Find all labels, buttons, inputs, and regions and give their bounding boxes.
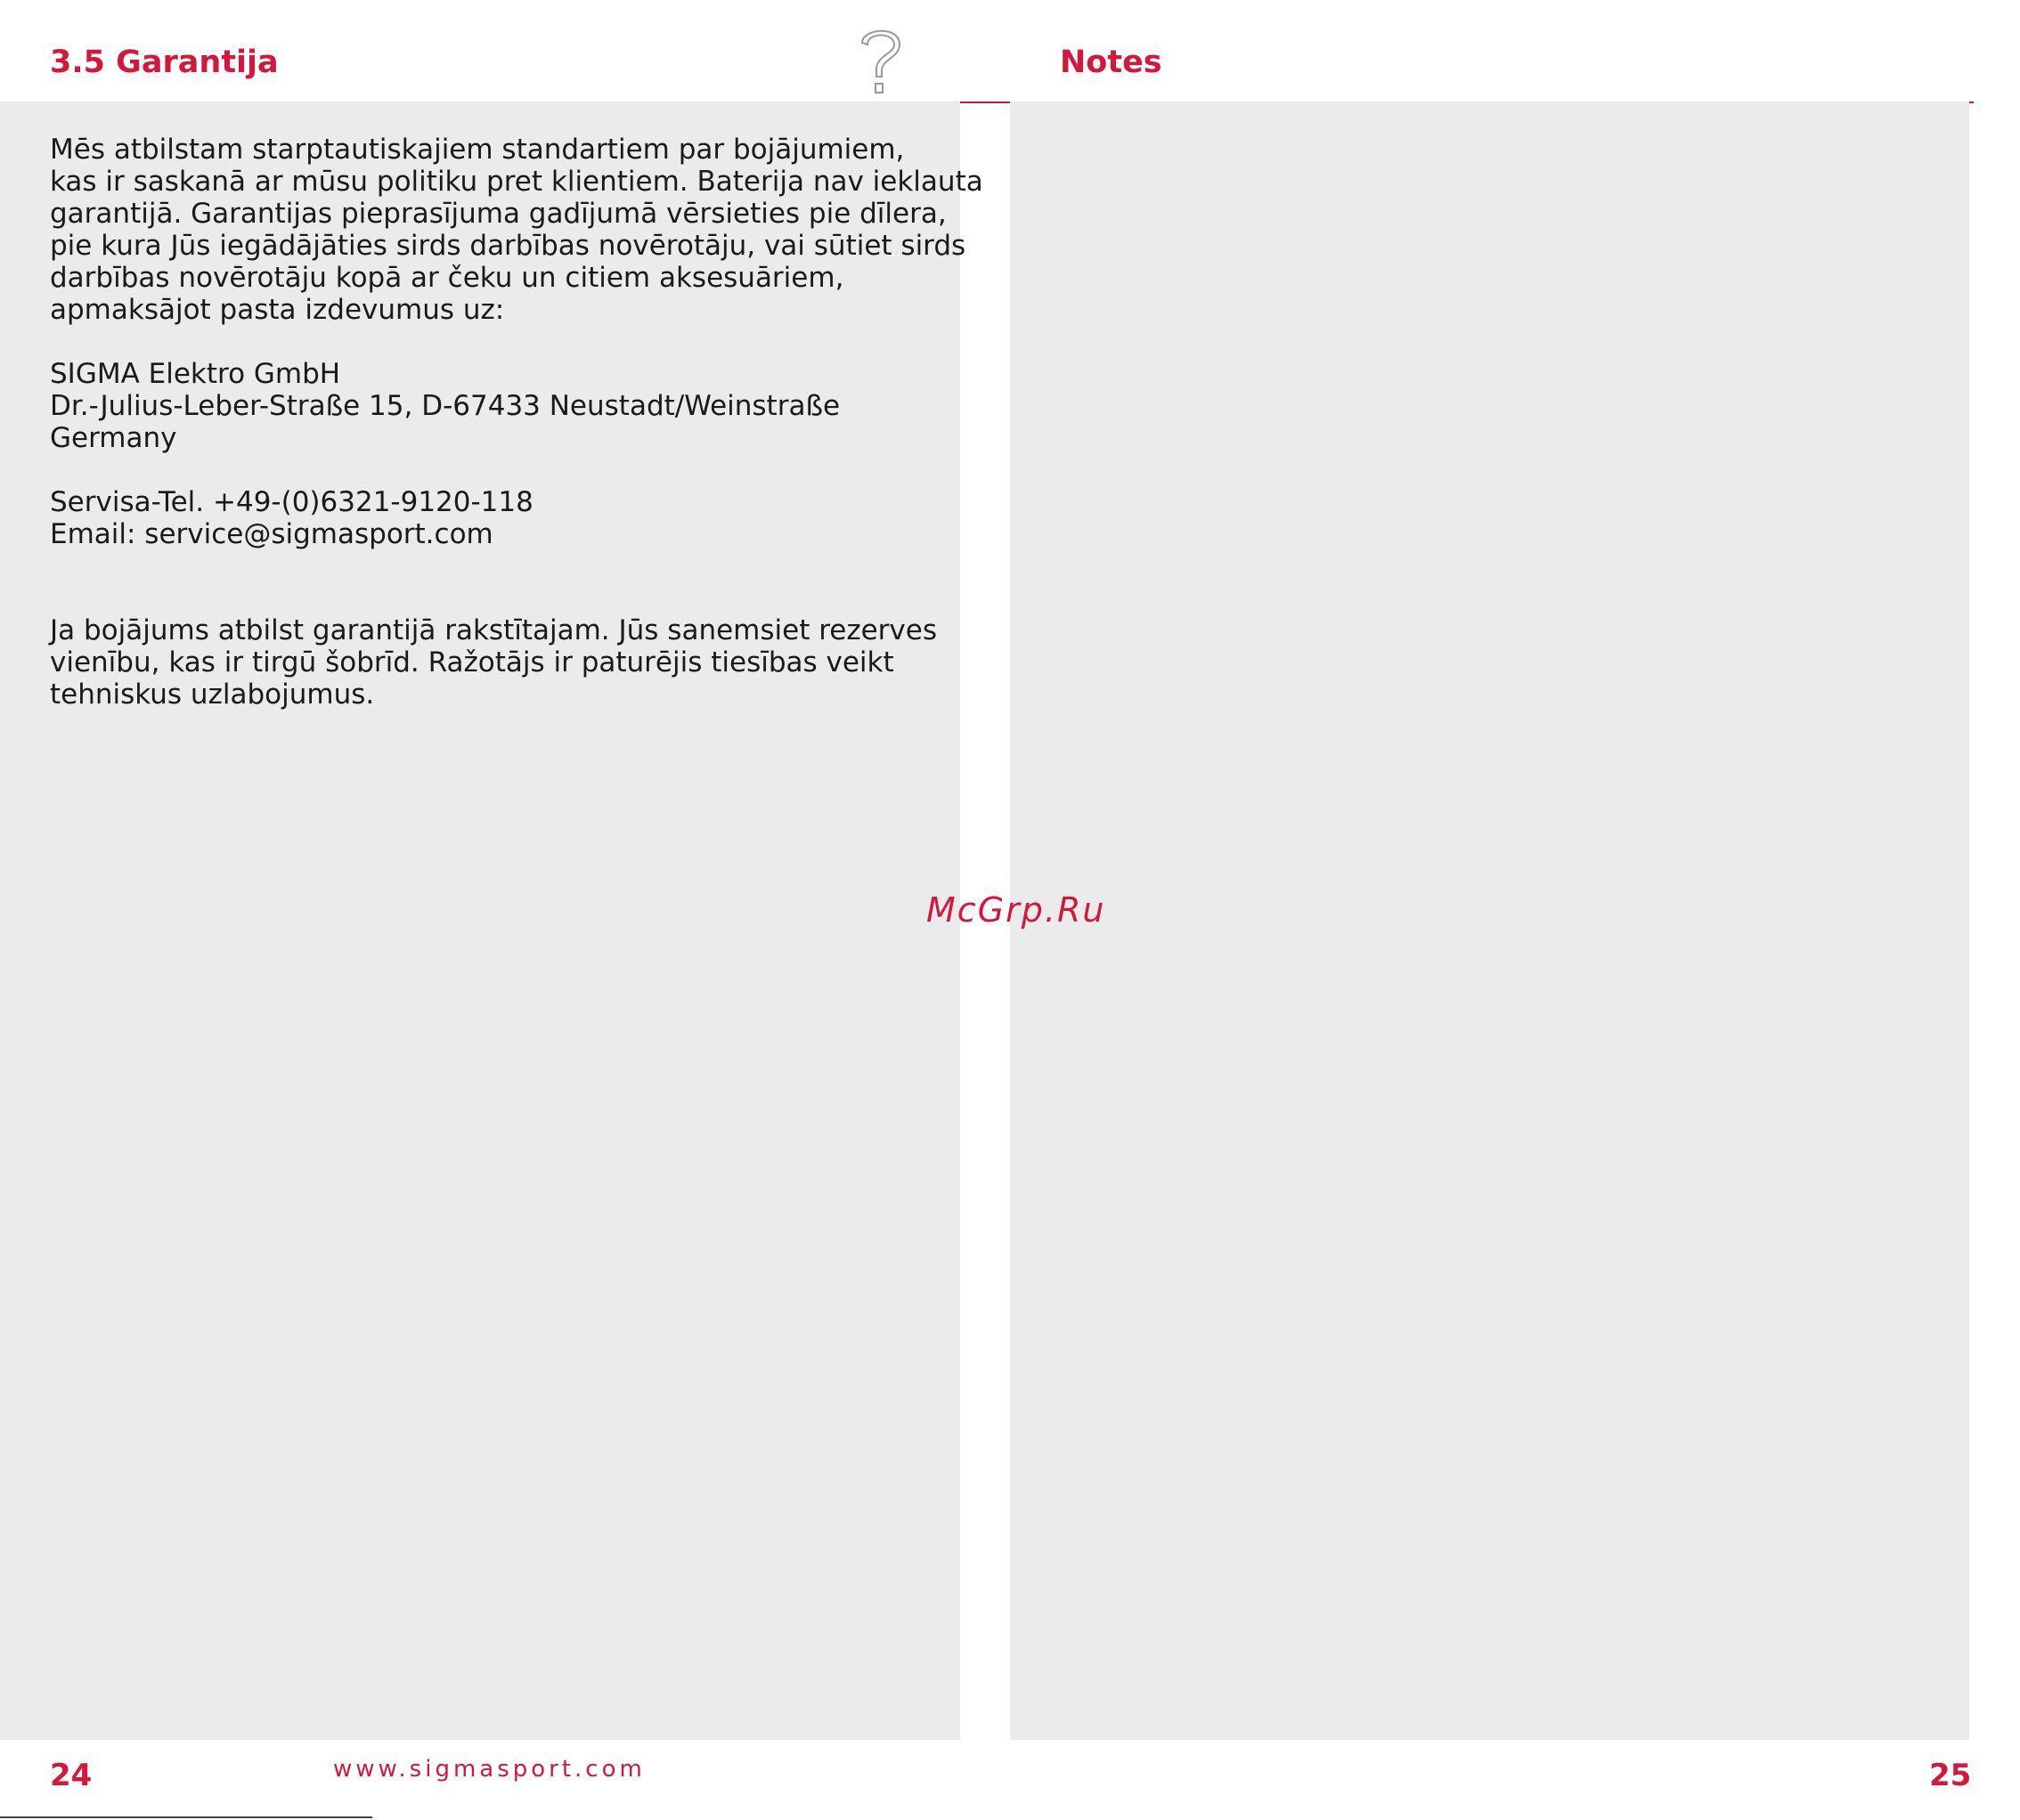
watermark: McGrp.Ru <box>926 890 1106 930</box>
text-line: garantijā. Garantijas pieprasījuma gadījumā vērsieties pie dīlera, <box>50 198 947 230</box>
left-page-content-panel <box>0 102 983 1740</box>
text-line: Ja bojājums atbilst garantijā rakstītajam. Jūs sanemsiet rezerves <box>50 614 937 646</box>
service-email: Email: service@sigmasport.com <box>50 518 493 550</box>
text-line: kas ir saskanā ar mūsu politiku pret klientiem. Baterija nav ieklauta <box>50 166 983 198</box>
question-mark-icon <box>853 21 908 98</box>
text-line: Mēs atbilstam starptautiskajiem standartiem par bojājumiem, <box>50 134 905 166</box>
left-page-number: 24 <box>50 1758 93 1793</box>
left-page-title: 3.5 Garantija <box>50 45 279 80</box>
text-line: pie kura Jūs iegādājāties sirds darbības novērotāju, vai sūtiet sirds <box>50 230 966 262</box>
text-line: vienību, kas ir tirgū šobrīd. Ražotājs ir paturējis tiesības veikt <box>50 646 894 678</box>
notes-panel <box>1010 102 1969 1740</box>
right-page-title: Notes <box>1060 45 1162 80</box>
text-line: darbības novērotāju kopā ar čeku un citiem aksesuāriem, <box>50 262 844 294</box>
right-page-number: 25 <box>1929 1758 1972 1793</box>
website-link[interactable]: www.sigmasport.com <box>333 1756 646 1783</box>
warranty-paragraph <box>50 134 983 326</box>
company-address <box>50 358 941 454</box>
replacement-paragraph <box>50 614 941 711</box>
address-line: Germany <box>50 422 177 454</box>
service-phone: Servisa-Tel. +49-(0)6321-9120-118 <box>50 486 534 518</box>
text-line: apmaksājot pasta izdevumus uz: <box>50 294 505 326</box>
footer-divider <box>0 1816 372 1818</box>
service-contact <box>50 486 941 550</box>
address-line: Dr.-Julius-Leber-Straße 15, D-67433 Neustadt/Weinstraße <box>50 390 841 422</box>
text-line: tehniskus uzlabojumus. <box>50 678 375 711</box>
address-line: SIGMA Elektro GmbH <box>50 358 341 390</box>
